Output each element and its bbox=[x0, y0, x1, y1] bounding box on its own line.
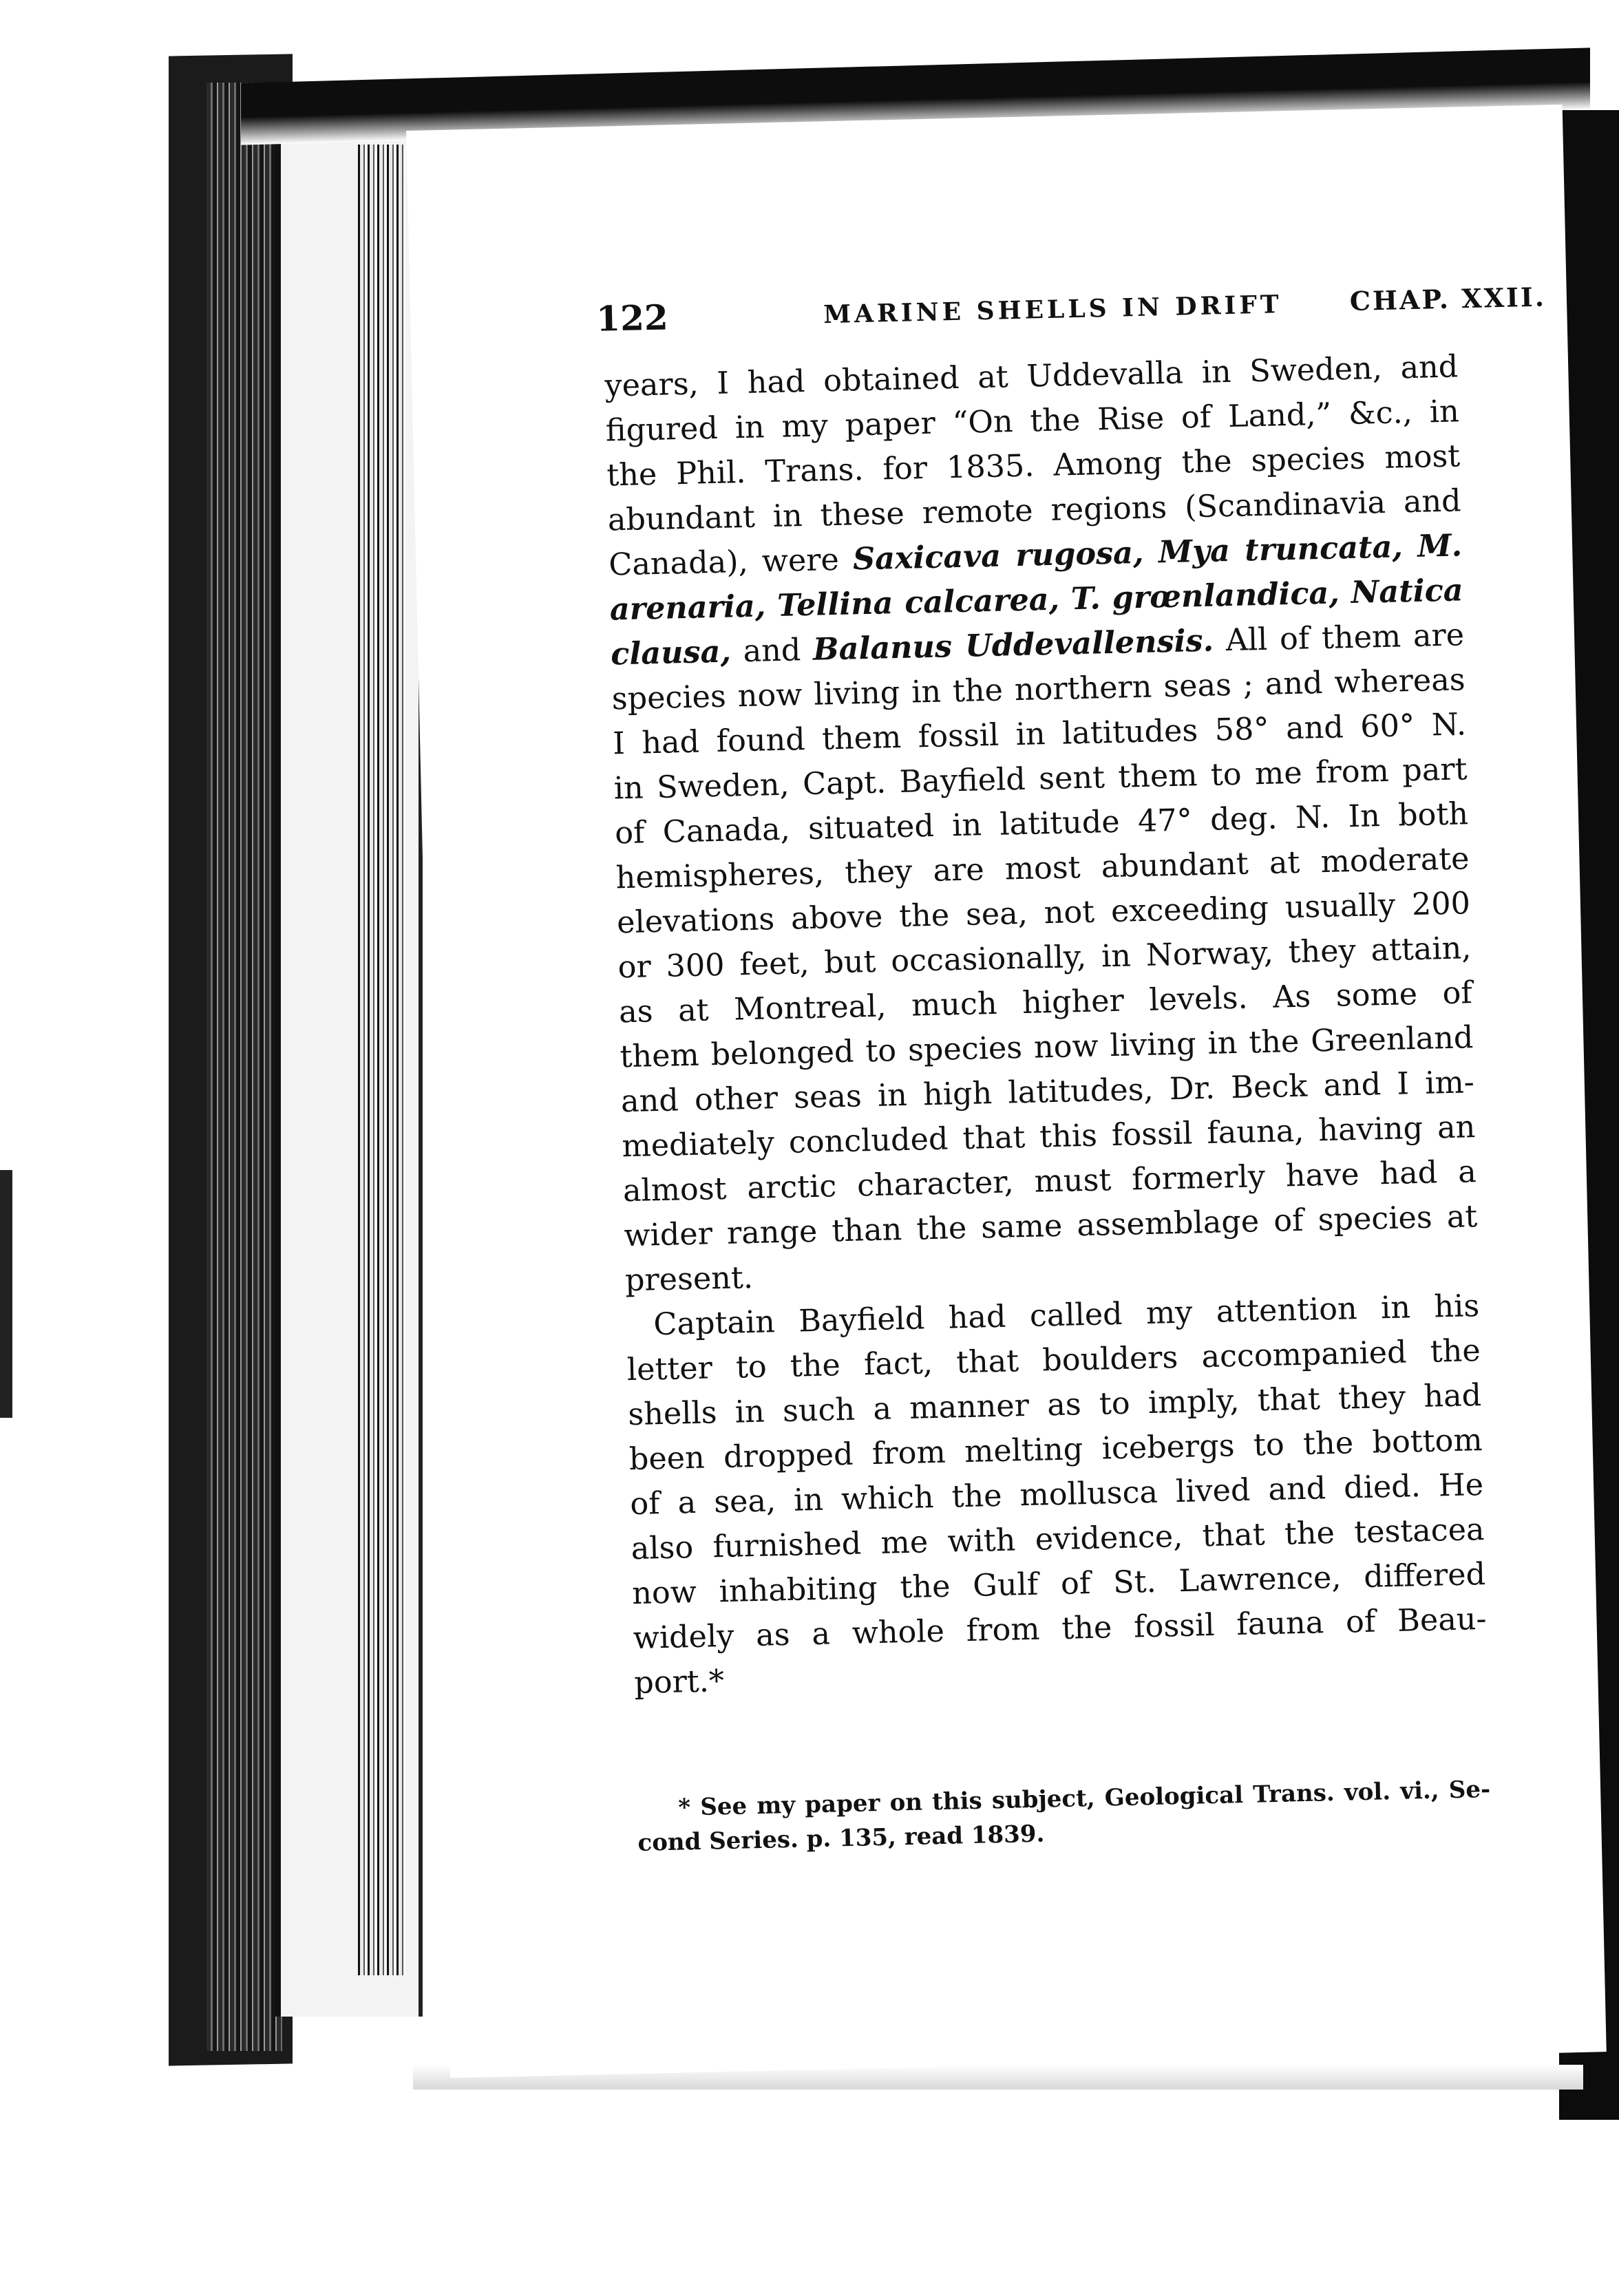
text-run: I had found them fossil in latitudes 58° and 60° N. bbox=[612, 707, 1467, 762]
text-run: and other seas in high latitudes, Dr. Beck and I im- bbox=[620, 1065, 1475, 1120]
text-run: species now living in the northern seas ; and whereas bbox=[611, 662, 1466, 717]
text-run: years, I had obtained at Uddevalla in Sweden, and bbox=[604, 349, 1459, 404]
species-name: clausa, bbox=[610, 633, 732, 672]
book-spine-edge bbox=[207, 83, 282, 2051]
text-run: * See my paper on this subject, Geological Trans. vol. vi., Se- bbox=[677, 1775, 1491, 1822]
running-head bbox=[596, 277, 1547, 347]
text-run: elevations above the sea, not exceeding usually 200 bbox=[616, 886, 1471, 941]
text-run: widely as a whole from the fossil fauna of Beau- bbox=[633, 1601, 1488, 1657]
footnote bbox=[637, 1772, 1492, 1860]
body-text bbox=[604, 344, 1488, 1705]
text-run: wider range than the same assemblage of species at bbox=[623, 1199, 1478, 1254]
page-edge-strips bbox=[358, 145, 406, 1975]
text-run: the Phil. Trans. for 1835. Among the species most bbox=[606, 438, 1461, 493]
text-run: of a sea, in which the mollusca lived and died. He bbox=[629, 1467, 1484, 1522]
text-run: cond Series. p. 135, read 1839. bbox=[637, 1820, 1045, 1858]
text-run: almost arctic character, must formerly have had a bbox=[622, 1154, 1477, 1209]
book-page bbox=[406, 105, 1607, 2078]
text-run: of Canada, situated in latitude 47° deg. N. In both bbox=[614, 796, 1469, 851]
species-name: Saxicava rugosa, Mya truncata, M. bbox=[852, 527, 1463, 577]
text-run: hemispheres, they are most abundant at moderate bbox=[615, 841, 1470, 896]
text-run: mediately concluded that this fossil fauna, having an bbox=[621, 1109, 1476, 1165]
text-run: letter to the fact, that boulders accompanied the bbox=[626, 1333, 1481, 1388]
paragraph bbox=[626, 1284, 1488, 1705]
text-run: now inhabiting the Gulf of St. Lawrence, differed bbox=[631, 1556, 1486, 1612]
text-run: them belonged to species now living in the Greenland bbox=[620, 1020, 1474, 1075]
text-run: also furnished me with evidence, that the testacea bbox=[631, 1511, 1485, 1567]
text-run: All of them are bbox=[1213, 617, 1465, 659]
text-run: figured in my paper “On the Rise of Land,” &c., in bbox=[605, 394, 1460, 449]
chapter-label: CHAP. XXII. bbox=[1349, 281, 1547, 317]
text-run: or 300 feet, but occasionally, in Norway, they attain, bbox=[617, 931, 1472, 986]
text-run: and bbox=[730, 632, 814, 670]
text-run: as at Montreal, much higher levels. As some of bbox=[618, 975, 1473, 1030]
species-name: Balanus Uddevallensis. bbox=[812, 622, 1214, 668]
text-run: Canada), were bbox=[608, 542, 854, 583]
text-run: shells in such a manner as to imply, that they had bbox=[627, 1378, 1482, 1433]
text-run: Captain Bayfield had called my attention in his bbox=[653, 1288, 1480, 1343]
text-run: in Sweden, Capt. Bayfield sent them to me from part bbox=[613, 752, 1468, 807]
species-name: arenaria, Tellina calcarea, T. grœnlandica, Natica bbox=[609, 572, 1464, 628]
running-head-title: MARINE SHELLS IN DRIFT bbox=[823, 290, 1283, 330]
text-run: port.* bbox=[633, 1663, 725, 1701]
scan-edge-mark bbox=[0, 1170, 12, 1418]
text-run: present. bbox=[624, 1260, 754, 1299]
text-run: abundant in these remote regions (Scandinavia and bbox=[607, 483, 1462, 538]
text-run: been dropped from melting icebergs to the bottom bbox=[628, 1423, 1483, 1478]
paragraph bbox=[604, 344, 1479, 1303]
page-number: 122 bbox=[595, 297, 669, 339]
